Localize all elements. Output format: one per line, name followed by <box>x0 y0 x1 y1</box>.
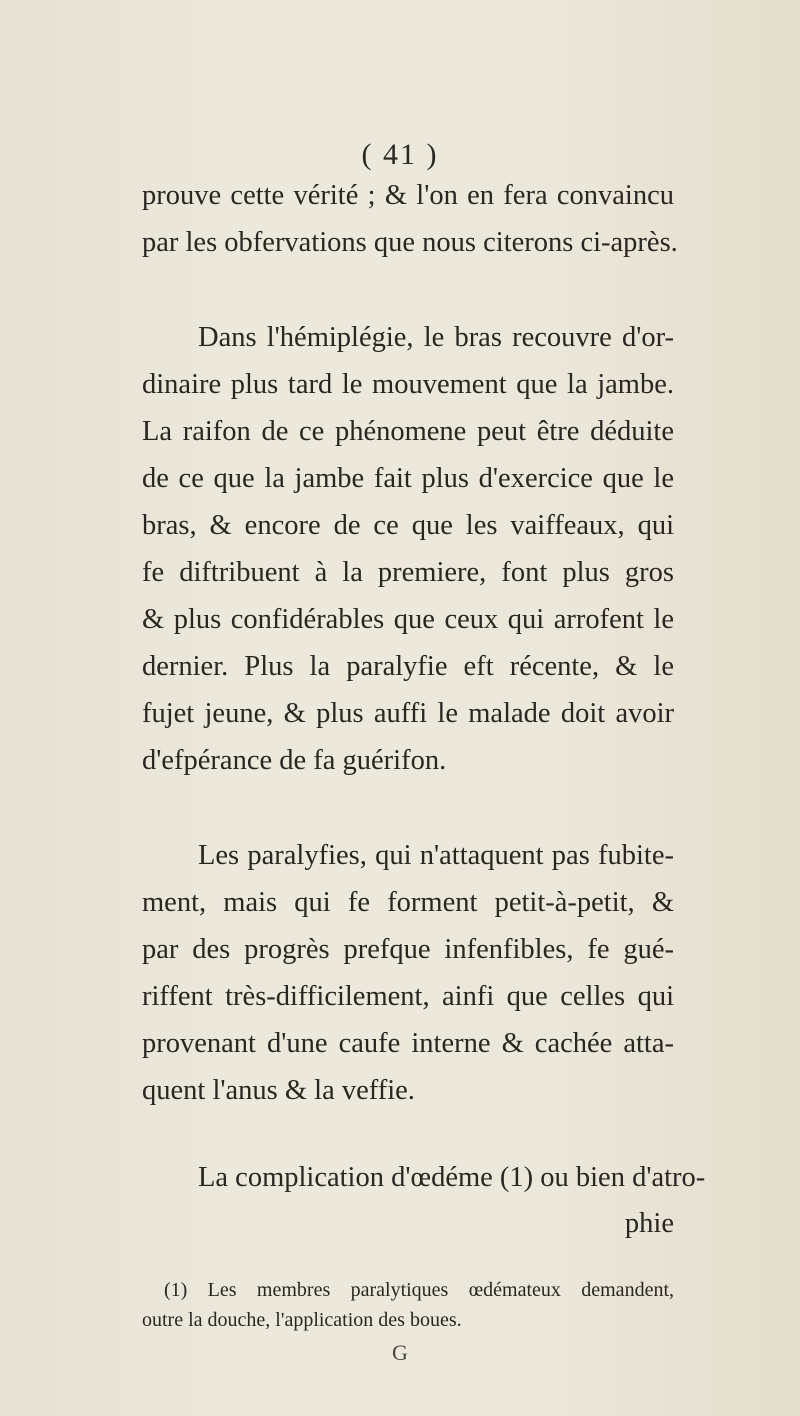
text-line: bras, & encore de ce que les vaiffeaux, qui <box>142 510 674 541</box>
text-line: ment, mais qui fe forment petit-à-petit, & <box>142 887 674 918</box>
catchword: phie <box>624 1208 674 1239</box>
text-line: prouve cette vérité ; & l'on en fera convaincu <box>142 180 674 211</box>
text-line: fe diftribuent à la premiere, font plus gros <box>142 557 674 588</box>
text-line: Dans l'hémiplégie, le bras recouvre d'or- <box>198 322 674 353</box>
text-line: provenant d'une caufe interne & cachée atta- <box>142 1028 674 1059</box>
text-line: La complication d'œdéme (1) ou bien d'atro- <box>198 1162 706 1193</box>
text-line: par les obfervations que nous citerons ci-après. <box>142 227 678 258</box>
footnote-line: (1) Les membres paralytiques œdémateux demandent, <box>164 1279 674 1301</box>
text-line: d'efpérance de fa guérifon. <box>142 745 447 776</box>
text-line: & plus confidérables que ceux qui arrofent le <box>142 604 674 635</box>
text-line: dernier. Plus la paralyfie eft récente, & le <box>142 651 674 682</box>
text-line: par des progrès prefque infenfibles, fe gué- <box>142 934 674 965</box>
footnote-line: outre la douche, l'application des boues. <box>142 1309 462 1331</box>
text-line: riffent très-difficilement, ainfi que celles qui <box>142 981 674 1012</box>
page-number: ( 41 ) <box>361 138 439 171</box>
text-line: dinaire plus tard le mouvement que la jambe. <box>142 369 674 400</box>
text-line: de ce que la jambe fait plus d'exercice que le <box>142 463 674 494</box>
text-line: fujet jeune, & plus auffi le malade doit avoir <box>142 698 674 729</box>
text-line: quent l'anus & la veffie. <box>142 1075 415 1106</box>
text-line: La raifon de ce phénomene peut être déduite <box>142 416 674 447</box>
signature-mark: G <box>392 1340 408 1365</box>
text-line: Les paralyfies, qui n'attaquent pas fubite- <box>198 840 674 871</box>
